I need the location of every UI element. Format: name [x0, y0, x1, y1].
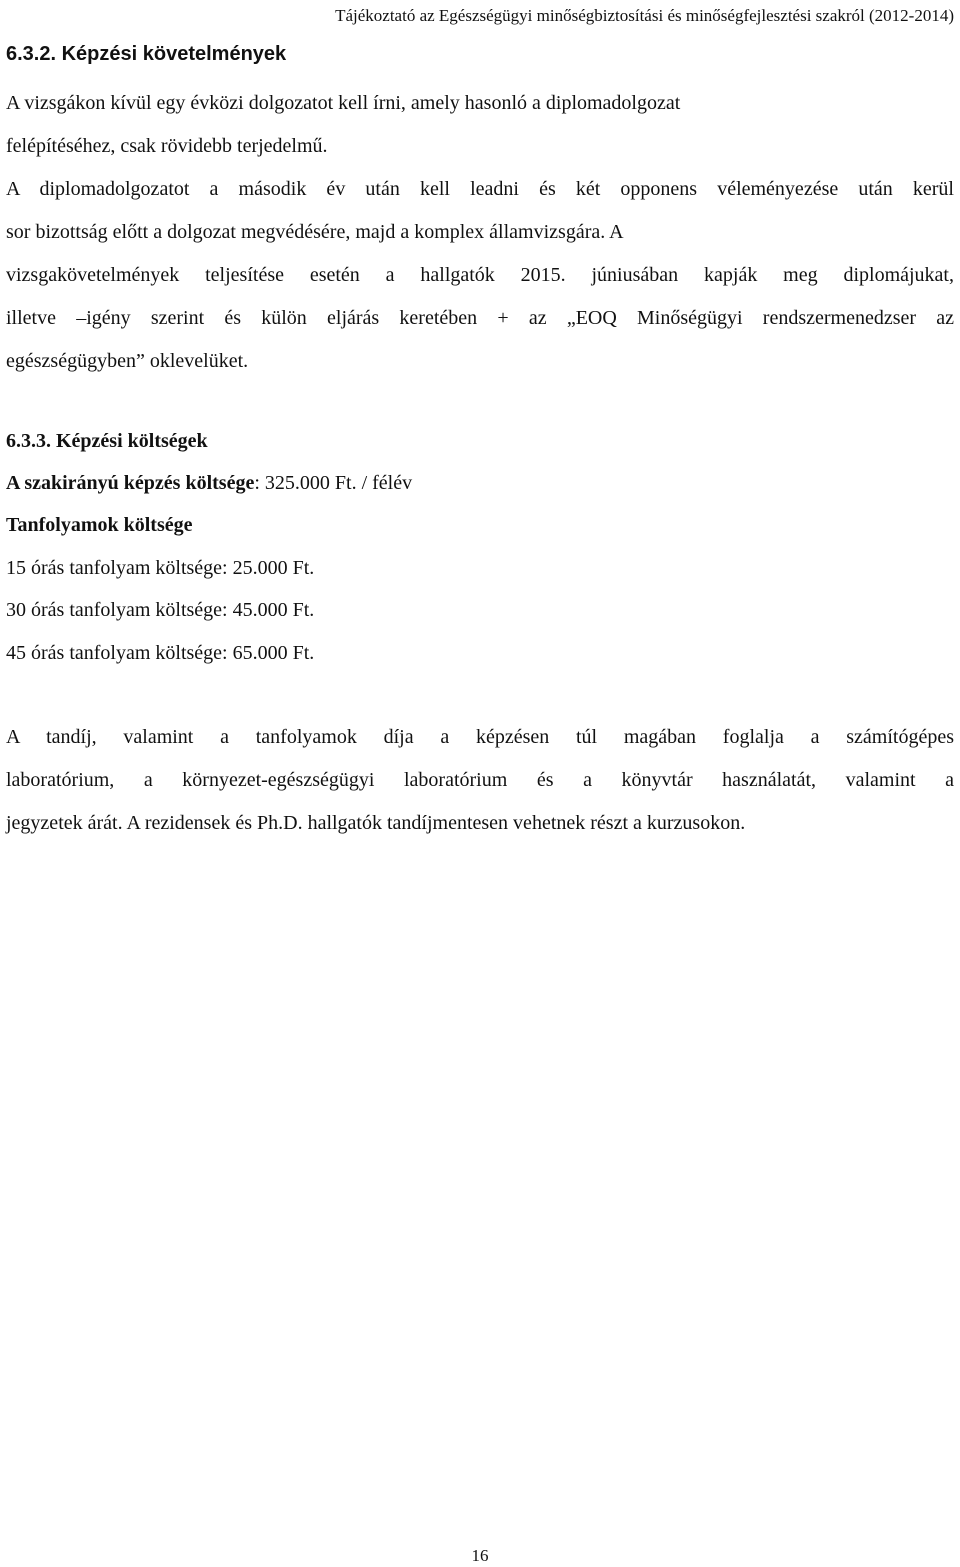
paragraph-line: sor bizottság előtt a dolgozat megvédésére, majd a komplex államvizsgára. A — [6, 221, 624, 243]
tuition-cost-line — [6, 472, 412, 495]
tuition-cost-label: A szakirányú képzés költsége — [6, 472, 255, 494]
courses-cost-heading: Tanfolyamok költsége — [6, 514, 193, 536]
paragraph-line: illetve –igény szerint és külön eljárás keretében + az „EOQ Minőségügyi rendszermenedzser az — [6, 307, 954, 329]
paragraph-line: A diplomadolgozatot a második év után kell leadni és két opponens véleményezése után kerül — [6, 178, 954, 200]
paragraph-line: egészségügyben” oklevelüket. — [6, 350, 249, 372]
page-number: 16 — [471, 1546, 489, 1565]
paragraph-line: laboratórium, a környezet-egészségügyi laboratórium és a könyvtár használatát, valamint a — [6, 769, 954, 791]
running-header: Tájékoztató az Egészségügyi minőségbiztosítási és minőségfejlesztési szakról (2012-2014) — [335, 6, 954, 25]
paragraph-line: jegyzetek árát. A rezidensek és Ph.D. hallgatók tandíjmentesen vehetnek részt a kurzusokon. — [6, 812, 746, 834]
course-cost-line: 45 órás tanfolyam költsége: 65.000 Ft. — [6, 642, 315, 664]
paragraph-line: A tandíj, valamint a tanfolyamok díja a képzésen túl magában foglalja a számítógépes — [6, 726, 954, 748]
section-heading-costs: 6.3.3. Képzési költségek — [6, 430, 208, 452]
course-cost-line: 15 órás tanfolyam költsége: 25.000 Ft. — [6, 557, 315, 579]
closing-paragraph — [6, 716, 954, 845]
section-heading-requirements: 6.3.2. Képzési követelmények — [6, 43, 287, 65]
paragraph-line: A vizsgákon kívül egy évközi dolgozatot kell írni, amely hasonló a diplomadolgozat — [6, 92, 681, 114]
requirements-paragraph — [6, 82, 954, 383]
paragraph-line: vizsgakövetelmények teljesítése esetén a hallgatók 2015. júniusában kapják meg diplomájukat, — [6, 264, 954, 286]
course-cost-line: 30 órás tanfolyam költsége: 45.000 Ft. — [6, 599, 315, 621]
paragraph-line: felépítéséhez, csak rövidebb terjedelmű. — [6, 135, 328, 157]
tuition-cost-value: : 325.000 Ft. / félév — [254, 472, 413, 494]
